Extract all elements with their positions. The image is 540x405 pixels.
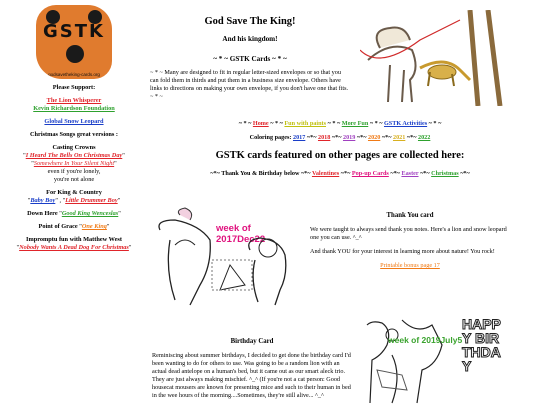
birthday-title: Birthday Card — [230, 338, 274, 345]
kevin-foundation-link[interactable]: Kevin Richardson Foundation — [33, 105, 115, 112]
logo-letters: GSTK — [43, 21, 105, 42]
birthday-card-image[interactable] — [362, 315, 522, 405]
category-links: ~*~ Thank You & Birthday below ~*~ Valentines ~*~ Pop-up Cards ~*~ Easter ~*~ Christmas ~*~ — [210, 170, 470, 177]
nav-home[interactable]: Home — [252, 120, 269, 127]
year-links: Coloring pages: 2017 ~*~ 2018 ~*~ 2019 ~*~ 2020 ~*~ 2021 ~*~ 2022 — [249, 134, 431, 141]
week-label: week of 2017Dec22 — [216, 223, 266, 245]
nav-more-fun[interactable]: More Fun — [341, 120, 369, 127]
main-header — [150, 0, 350, 101]
thank-you-card-image[interactable] — [150, 190, 302, 308]
casting-crowns: Casting Crowns — [52, 144, 96, 151]
cat-popup[interactable]: Pop-up Cards — [351, 170, 389, 177]
year-2018[interactable]: 2018 — [317, 134, 331, 141]
cards-heading: ~ * ~ GSTK Cards ~ * ~ — [213, 55, 287, 63]
year-2022[interactable]: 2022 — [417, 134, 431, 141]
year-2020[interactable]: 2020 — [367, 134, 381, 141]
nav-activities[interactable]: GSTK Activities — [383, 120, 428, 127]
impromptu-heading: Impromptu fun with Matthew West — [26, 236, 122, 243]
christmas-heading: Christmas Songs great versions : — [29, 131, 119, 138]
logo-caption: godsavetheking-cards.org — [48, 72, 100, 77]
birthday-section — [152, 338, 352, 400]
global-snow-leopard-link[interactable]: Global Snow Leopard — [44, 118, 104, 125]
paw-icon — [66, 45, 84, 63]
point-of-grace: Point of Grace — [38, 223, 78, 230]
page-title: God Save The King! — [204, 16, 296, 27]
cat-christmas[interactable]: Christmas — [431, 170, 459, 177]
thank-you-p1: We were taught to always send thank you notes. Here's a lion and snow leopard one you can use. ^_^ — [310, 226, 507, 241]
support-heading: Please Support: — [52, 84, 96, 91]
year-2019[interactable]: 2019 — [342, 134, 356, 141]
category-prefix: ~*~ Thank You & Birthday below ~*~ — [210, 170, 311, 177]
song-silent-link[interactable]: Somewhere In Your Silent Night — [33, 160, 115, 167]
for-king-country: For King & Country — [46, 189, 102, 196]
gstk-logo[interactable] — [36, 5, 112, 79]
song-bells-link[interactable]: I Heard The Bells On Christmas Day — [25, 152, 123, 159]
header-illustration — [360, 10, 510, 106]
lonely-line1: even if you're lonely, — [47, 168, 101, 175]
intro-text: ~ * ~ Many are designed to fit in regular letter-sized envelopes or so that you can fold them in thirds and put them in a business size envelope. Others have links to directions on making your own envelope, if you don't have one that fits. ~ * ~ — [150, 69, 349, 100]
printable-bonus-link[interactable]: Printable bonus page 17 — [380, 262, 440, 269]
page-subtitle: And his kingdom! — [222, 35, 278, 43]
cat-valentines[interactable]: Valentines — [311, 170, 340, 177]
thank-you-title: Thank You card — [386, 212, 434, 219]
good-king-link[interactable]: Good King Wenceslas — [61, 210, 119, 217]
nobody-wants-link[interactable]: Nobody Wants A Dead Dog For Christmas — [19, 244, 129, 251]
lonely-line2: you're not alone — [53, 176, 95, 183]
one-king-link[interactable]: One King — [81, 223, 107, 230]
nav-fun-paints[interactable]: Fun with paints — [284, 120, 327, 127]
birthday-banner: HAPPY BIRTHDAY — [462, 316, 501, 374]
cat-easter[interactable]: Easter — [401, 170, 419, 177]
thank-you-section — [310, 212, 510, 270]
left-sidebar: GSTK godsavetheking-cards.org Please Support: The Lion Whisperer Kevin Richardson Foundation Global Snow Leopard Christmas Songs great versions : Casting Crowns "I Heard The Bells On Christmas Day" "Somewhere In Your Silent Night" even if you're lonely, you're not alone For King & Country "Baby Boy" , "Little Drummer Boy" Down Here "Good King Wenceslas" Point of Grace "One King" Impromptu fun with Matthew West "Nobody Wants A Dead Dog For Christmas" — [0, 0, 148, 252]
baby-boy-link[interactable]: Baby Boy — [30, 197, 56, 204]
lion-whisperer-link[interactable]: The Lion Whisperer — [46, 97, 102, 104]
nav-links: ~ * ~ Home ~ * ~ Fun with paints ~ * ~ More Fun ~ * ~ GSTK Activities ~ * ~ — [238, 120, 442, 127]
down-here: Down Here — [27, 210, 58, 217]
birthday-text: Reminiscing about summer birthdays, I decided to get done the birthday card I'd been wanting to do for others to use. Was going to be a random lion with an actual dead antelope on a human's bed, but it came out as our smart aleck trio. They are just always making mischief. ^_^ (If you're not a cat person: Good housecat mousers are known for presenting mice and such to their human in bed in the wee hours of the morning....Sometimes, they're still alive... ^_^ — [152, 352, 351, 399]
year-2017[interactable]: 2017 — [292, 134, 306, 141]
year-2021[interactable]: 2021 — [392, 134, 406, 141]
little-drummer-link[interactable]: Little Drummer Boy — [65, 197, 118, 204]
birthday-week-label: week of 2019July5 — [388, 335, 463, 345]
thank-you-p2: And thank YOU for your interest in learning more about nature! You rock! — [310, 248, 495, 255]
coloring-pages-label: Coloring pages: — [249, 134, 292, 141]
featured-heading: GSTK cards featured on other pages are collected here: — [215, 150, 465, 161]
